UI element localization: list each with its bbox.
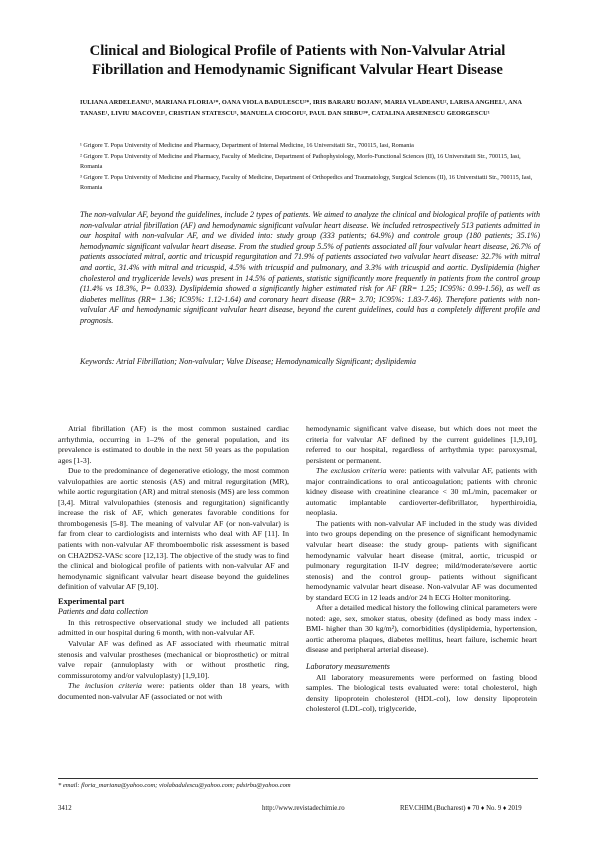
methods-paragraph-3	[58, 681, 289, 702]
methods-paragraph-2: Valvular AF was defined as AF associated with rheumatic mitral stenosis and valvular prostheses (mechanical or bioprosthetic) or mitral valve repair (annuloplasty with or without prosthetic ring, commissurotomy and/or valvuloplasty) [1,9,10].	[58, 639, 289, 680]
left-column	[58, 424, 289, 702]
inclusion-criteria-label: The inclusion criteria	[68, 681, 142, 691]
intro-paragraph-1: Atrial fibrillation (AF) is the most common sustained cardiac arrhythmia, occurring in 1–2% of the general population, and its prevalence is estimated to double in the next 50 years as the population ages [1-3].	[58, 424, 289, 465]
methods-paragraph-4: hemodynamic significant valve disease, but which does not meet the criteria for valvular AF defined by the current guidelines [1,9,10], referred to our hospital, regardless of arrhythmia type: paroxysmal, persistent or permanent.	[306, 424, 537, 465]
journal-citation: REV.CHIM.(Bucharest) ♦ 70 ♦ No. 9 ♦ 2019	[400, 805, 522, 812]
abstract: The non-valvular AF, beyond the guidelines, include 2 types of patients. We aimed to analyze the clinical and biological profile of patients with non-valvular atrial fibrillation (AF) and hemodynamic significant valvular heart disease. We included retrospectively 513 patients admitted in our hospital with non-valvular AF, and we divided into: study group (333 patients; 64.9%) and controle group (180 patients; 35.1%) hemodynamic significant valvular heart disease. From the studied group 5.5% of patients associated all four valvular heart disease, 26.7% of patients associated mitral, aortic and tricuspid regurgitation and 71.9% of patients associated two valvular heart disease: 32.7% with mitral and aortic, 31.4% with mitral and tricuspid, 4.5% with tricuspid and pulmonary, and 3.3% with tricuspid and aortic. Dyslipidemia (higher cholesterol and trygliceride levels) was present in 14.5% of patients, statistic significantly more frequently in patients from the control group (11.4% vs 18.3%, P= 0.033). Dyslipidemia showed a significantly higher estimated risk for AF (RR= 1.25; IC95%: 0.99-1.56), as well as diabetes mellitus (RR= 1.36; IC95%: 1.12-1.64) and coronary heart disease (RR= 3.70; IC95%: 1.83-7.46). Therefore patients with non-valvular AF and hemodynamic significant valvular heart disease, beyond the curent guidelines, could has a completely different profile and prognosis.	[80, 210, 540, 325]
inclusion-criteria-text: were: patients older than 18 years, with documented non-valvular AF (associated or not with	[58, 681, 289, 701]
exclusion-criteria-label: The exclusion criteria	[316, 466, 387, 476]
author-list: IULIANA ARDELEANU¹, MARIANA FLORIA¹*, OANA VIOLA BADULESCU²*, IRIS BARARU BOJAN², MARIA VLADEANU², LARISA ANGHEL¹, ANA TANASE¹, LIVIU MACOVEI¹, CRISTIAN STATESCU¹, MANUELA CIOCOIU², PAUL DAN SIRBU³*, CATALINA ARSENESCU GEORGESCU¹	[80, 99, 522, 117]
affiliation-1: ¹ Grigore T. Popa University of Medicine and Pharmacy, Department of Internal Medicine, 16 Universitatii Str., 700115, Iasi, Romania	[80, 142, 414, 149]
methods-paragraph-7: After a detailed medical history the following clinical parameters were noted: age, sex, smoker status, obesity (defined as body mass index - BMI- higher than 30 kg/m²), comorbidities (dyslipidemia, hypertension, aortic atheroma plaques, diabetes mellitus, heart failure, ischemic heart disease and peripheral arterial disease).	[306, 603, 537, 655]
intro-paragraph-2: Due to the predominance of degenerative etiology, the most common valvulopathies are aortic stenosis (AS) and mitral regurgitation (MR), while aortic regurgitation (AR) and mitral stenosis (MS) are less common [3,4]. Mitral valvulopathies (stenosis and regurgitation) significantly increase the risk of AF, which generates favorable conditions for thrombogenesis [5-8]. The meaning of valvular AF (or non-valvular) is far from clear to cardiologists and internists who deal with AF [11]. In patients with non-valvular AF thromboembolic risk assessment is based on CHA2DS2-VASc score [12,13]. The objective of the study was to find the clinical and biological profile of patients with non-valvular AF and hemodynamic significant valvular heart disease beyond the guidelines definition of valvular AF [9,10].	[58, 466, 289, 592]
right-column	[306, 424, 537, 715]
affiliation-2: ² Grigore T. Popa University of Medicine and Pharmacy, Faculty of Medicine, Department of Pathophysiology, Morfo-Functional Sciences (II), 16 Universitatii Str., 700115, Iasi, Romania	[80, 152, 521, 171]
keywords: Keywords: Atrial Fibrillation; Non-valvular; Valve Disease; Hemodynamically Significant; dyslipidemia	[80, 357, 416, 366]
page-number: 3412	[58, 805, 72, 812]
journal-url: http://www.revistadechimie.ro	[262, 805, 345, 812]
affiliation-3: ³ Grigore T. Popa University of Medicine and Pharmacy, Faculty of Medicine, Department of Orthopedics and Traumatology, Surgical Sciences (II), 16 Universitatii Str., 700115, Iasi, Romania	[80, 173, 533, 192]
subsection-heading-laboratory: Laboratory measurements	[306, 662, 390, 672]
affiliations	[80, 141, 540, 194]
paper-title: Clinical and Biological Profile of Patients with Non-Valvular Atrial Fibrillation and Hemodynamic Significant Valvular Heart Disease	[89, 43, 506, 78]
section-heading-experimental: Experimental part	[58, 596, 125, 606]
methods-paragraph-5	[306, 466, 537, 519]
methods-paragraph-6: The patients with non-valvular AF included in the study was divided into two groups depending on the presence of significant hemodynamic valvular heart disease: the study group- patients with significant hemodynamic valvular heart disease (mitral, aortic, tricuspid or pulmonary regurgitation II-IV degree; mild/moderate/severe aortic stenosis) and the control group- patients without significant hemodynamic valvular heart disease. Non-valvular AF was documented by standard ECG in 12 leads and/or 24 h ECG Holter monitoring.	[306, 518, 537, 602]
subsection-heading-patients: Patients and data collection	[58, 607, 148, 617]
methods-paragraph-1: In this retrospective observational study we included all patients admitted in our hospital during 6 month, with non-valvular AF.	[58, 617, 289, 638]
email-footnote: * email: floria_mariana@yahoo.com; violabadulescu@yahoo.com; pdsirbu@yahoo.com	[58, 782, 291, 789]
methods-paragraph-8: All laboratory measurements were performed on fasting blood samples. The biological tests evaluated were: total cholesterol, high density lipoprotein cholesterol (HDL-col), low density lipoprotein cholesterol (LDL-col), triglyceride,	[306, 672, 537, 714]
footnote-divider	[58, 778, 538, 779]
exclusion-criteria-text: were: patients with valvular AF, patients with major contraindications to oral anticoagulation; patients with chronic kidney disease with creatinine clearance < 30 mL/min, pacemaker or automatic implantable cardioverter-defibrillator, hyperthiroidia, neoplasia.	[306, 466, 537, 518]
